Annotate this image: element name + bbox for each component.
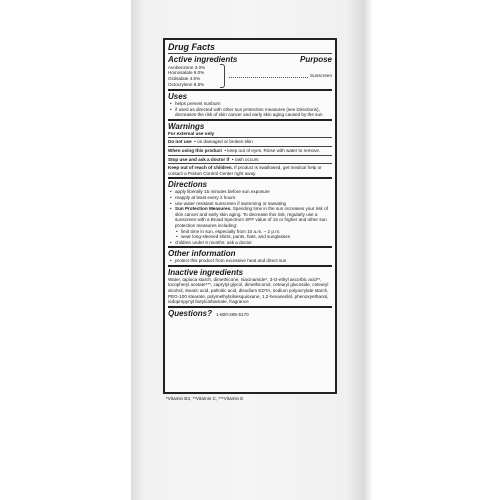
sun-protection-text: Spending time in the sun increases your risk of skin cancer and early skin aging. To decrease this risk, regularly use a sunscreen with a Broad Spectrum SPF value of 15 or higher and other sun protection measures including: bbox=[175, 206, 328, 228]
active-ingredients-block bbox=[168, 64, 332, 88]
list-item: • limit time in sun, especially from 10 a.m. – 2 p.m. bbox=[181, 229, 332, 235]
list-item: • protect this product from excessive heat and direct sun bbox=[175, 258, 332, 264]
other-information-section bbox=[168, 246, 332, 265]
directions-section bbox=[168, 177, 332, 246]
vitamin-footnote: *Vitamin B3, **Vitamin C, ***Vitamin E bbox=[166, 396, 244, 401]
divider bbox=[168, 53, 332, 54]
inactive-ingredients-section bbox=[168, 265, 332, 306]
carton-shadow bbox=[365, 0, 373, 500]
divider bbox=[168, 155, 332, 156]
sun-protection-label: Sun Protection Measures. bbox=[175, 206, 232, 212]
active-ingredients-heading: Active ingredients bbox=[168, 55, 238, 64]
when-using-line: When using this product • keep out of eyes. Rinse with water to remove. bbox=[168, 147, 321, 153]
list-item: • wear long-sleeved shirts, pants, hats, and sunglasses bbox=[181, 234, 332, 240]
drug-facts-title: Drug Facts bbox=[168, 42, 216, 52]
keep-out-line bbox=[168, 165, 332, 176]
active-ingredient: Octisalate 4.5% bbox=[168, 76, 201, 81]
directions-list bbox=[168, 189, 332, 245]
questions-section bbox=[168, 306, 332, 319]
inactive-ingredients-heading: Inactive ingredients bbox=[168, 267, 244, 277]
stop-use-text: rash occurs bbox=[234, 156, 259, 162]
list-item: • children under 6 months: ask a doctor bbox=[175, 240, 332, 246]
other-information-heading: Other information bbox=[168, 249, 236, 259]
list-item: • helps prevent sunburn bbox=[175, 101, 332, 107]
uses-section bbox=[168, 89, 332, 119]
other-information-list bbox=[168, 258, 332, 264]
divider bbox=[168, 163, 332, 164]
active-ingredient: Homosalate 9.0% bbox=[168, 70, 205, 76]
active-ingredient: Octocrylene 8.5% bbox=[168, 81, 205, 87]
uses-list bbox=[168, 101, 332, 118]
warnings-heading: Warnings bbox=[168, 121, 205, 131]
do-not-use-line: Do not use • on damaged or broken skin bbox=[168, 139, 253, 145]
questions-heading: Questions? bbox=[168, 308, 213, 318]
active-ingredients-list bbox=[168, 65, 220, 87]
brace-icon bbox=[220, 64, 225, 88]
keep-out-label: Keep out of reach of children. bbox=[168, 165, 233, 171]
list-item: • apply liberally 15 minutes before sun exposure bbox=[175, 189, 332, 195]
stop-use-label: Stop use and ask a doctor if bbox=[168, 156, 230, 162]
list-item bbox=[175, 206, 332, 240]
purpose-value: Sunscreen bbox=[310, 73, 332, 79]
divider bbox=[168, 146, 332, 147]
directions-heading: Directions bbox=[168, 180, 208, 190]
do-not-use-label: Do not use bbox=[168, 139, 192, 145]
inactive-ingredients-text: Water, tapioca starch, dimethicone, niacinamide*, 3-O-ethyl ascorbic acid**, tocopheryl acetate***, caprylyl glycol, dimethiconol, cetearyl glucoside, cetearyl alcohol, stearic acid, palmitic acid, disodium EDTA, sodium polyacrylate starch, PEG-100 stearate, polymethylsilsesquioxane, 1,2-hexanediol, phenoxyethanol, iodopropynyl butylcarbamate, fragrance bbox=[168, 276, 329, 305]
active-ingredient: Avobenzone 3.0% bbox=[168, 64, 206, 70]
active-ingredients-header bbox=[168, 55, 332, 64]
purpose-heading: Purpose bbox=[299, 55, 332, 64]
divider bbox=[168, 137, 332, 138]
list-item: • use water resistant sunscreen if swimming or sweating bbox=[175, 201, 332, 207]
list-item: • if used as directed with other sun protection measures (see Directions), decreases the risk of skin cancer and early skin aging caused by the sun bbox=[175, 107, 332, 118]
do-not-use-text: on damaged or broken skin bbox=[197, 139, 253, 145]
dot-leader bbox=[229, 74, 308, 78]
when-using-text: keep out of eyes. Rinse with water to remove. bbox=[227, 147, 321, 153]
phone-number: 1-800-285-5170 bbox=[216, 311, 249, 317]
questions-line bbox=[168, 309, 332, 318]
keep-out-text: If product is swallowed, get medical help or contact a Poison Control Center right away. bbox=[168, 165, 322, 176]
uses-heading: Uses bbox=[168, 92, 188, 101]
drug-facts-panel bbox=[163, 38, 337, 394]
sun-protection-sublist bbox=[175, 229, 332, 240]
drug-facts-header bbox=[168, 41, 332, 89]
external-use-line: For external use only bbox=[168, 130, 215, 136]
list-item: • reapply at least every 2 hours bbox=[175, 195, 332, 201]
when-using-label: When using this product bbox=[168, 147, 222, 153]
warnings-section bbox=[168, 119, 332, 178]
stop-use-line: Stop use and ask a doctor if • rash occurs bbox=[168, 156, 259, 162]
